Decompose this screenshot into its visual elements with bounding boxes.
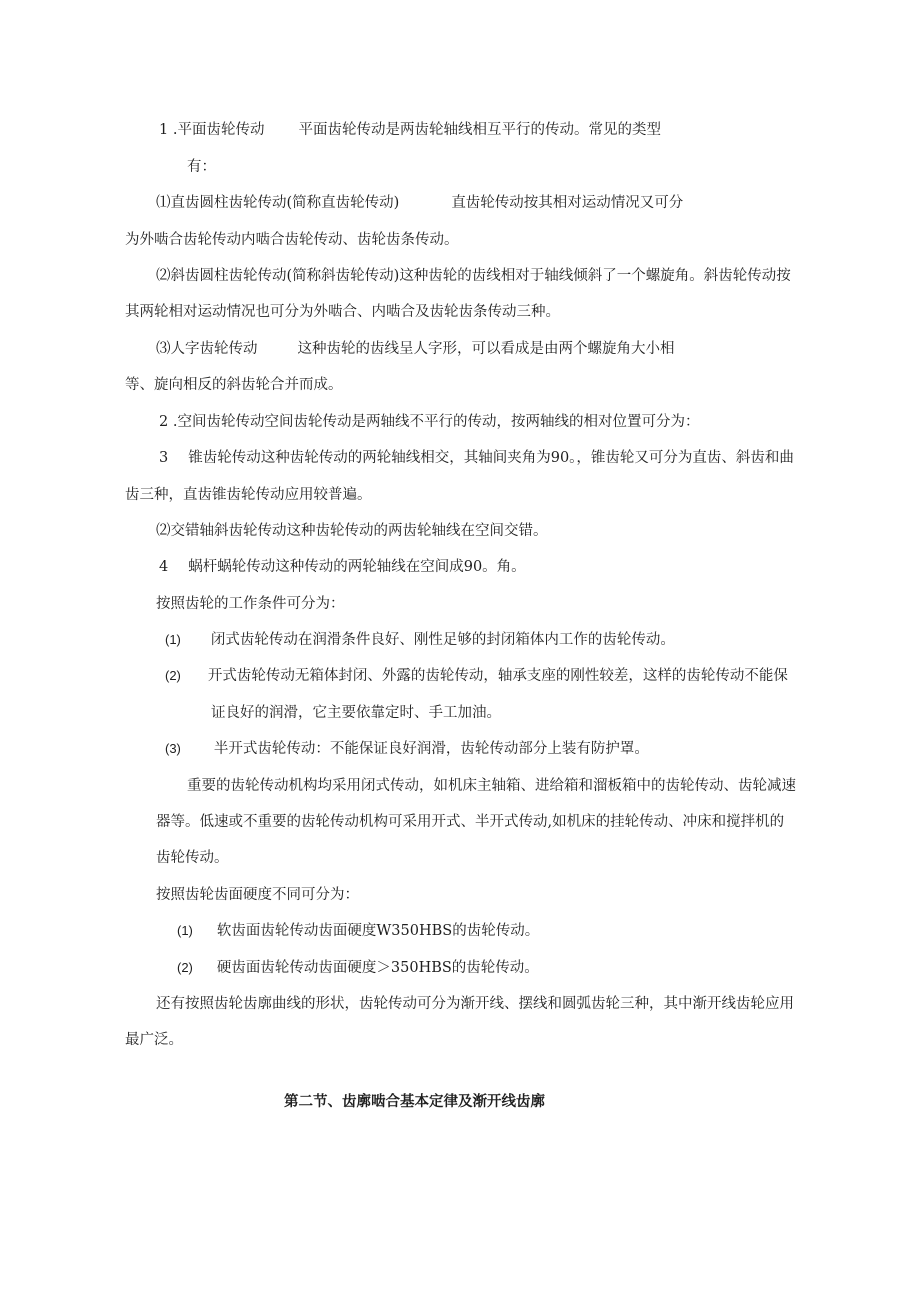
hardness-item-1-num: (1)	[177, 923, 193, 938]
herringbone-gear-label: ⑶人字齿轮传动	[156, 341, 258, 357]
hardness-item-1	[177, 921, 539, 941]
spatial-gear-line: 2 .空间齿轮传动空间齿轮传动是两轴线不平行的传动，按两轴线的相对位置可分为：	[159, 414, 700, 430]
working-item-1-text: 闭式齿轮传动在润滑条件良好、刚性足够的封闭箱体内工作的齿轮传动。	[210, 632, 675, 648]
herringbone-gear-text: 这种齿轮的齿线呈人字形，可以看成是由两个螺旋角大小相	[297, 341, 675, 357]
hardness-item-2-text: 硬齿面齿轮传动齿面硬度＞350HBS的齿轮传动。	[216, 960, 539, 976]
section-heading: 第二节、齿廓啮合基本定律及渐开线齿廓	[284, 1094, 545, 1110]
hardness-item-2-num: (2)	[177, 960, 193, 975]
herringbone-gear-text-cont: 等、旋向相反的斜齿轮合并而成。	[125, 377, 343, 393]
working-item-2-num: (2)	[165, 668, 181, 683]
working-item-3-num: (3)	[165, 741, 181, 756]
working-item-1-num: (1)	[165, 632, 181, 647]
plane-gear-label: 1 .平面齿轮传动	[159, 122, 265, 138]
worm-gear-num: 4	[159, 559, 169, 575]
spur-gear-text: 直齿轮传动按其相对运动情况又可分	[451, 195, 684, 211]
hardness-item-1-text: 软齿面齿轮传动齿面硬度W350HBS的齿轮传动。	[216, 923, 540, 939]
working-para-line2: 器等。低速或不重要的齿轮传动机构可采用开式、半开式传动,如机床的挂轮传动、冲床和搅拌机的	[156, 814, 785, 830]
working-item-2	[165, 666, 788, 686]
hardness-intro: 按照齿轮齿面硬度不同可分为：	[156, 887, 359, 903]
working-item-2-text: 开式齿轮传动无箱体封闭、外露的齿轮传动，轴承支座的刚性较差，这样的齿轮传动不能保	[207, 668, 788, 684]
bevel-gear-num: 3	[159, 450, 169, 466]
working-item-1	[165, 630, 675, 650]
working-para-line3: 齿轮传动。	[156, 850, 229, 866]
spur-gear-label: ⑴直齿圆柱齿轮传动(简称直齿轮传动)	[156, 195, 400, 211]
profile-line1: 还有按照齿轮齿廓曲线的形状，齿轮传动可分为渐开线、摆线和圆弧齿轮三种，其中渐开线齿轮应用	[156, 996, 794, 1012]
plane-gear-text-cont: 有：	[187, 159, 216, 175]
plane-gear-text: 平面齿轮传动是两齿轮轴线相互平行的传动。常见的类型	[298, 122, 661, 138]
helical-gear-line2: 其两轮相对运动情况也可分为外啮合、内啮合及齿轮齿条传动三种。	[125, 304, 560, 320]
crossed-gear-line: ⑵交错轴斜齿轮传动这种齿轮传动的两齿轮轴线在空间交错。	[156, 523, 548, 539]
worm-gear-line	[159, 557, 526, 577]
bevel-gear-line2: 齿三种，直齿锥齿轮传动应用较普遍。	[125, 487, 372, 503]
spur-gear-line	[156, 193, 683, 213]
plane-gear-line	[159, 120, 661, 140]
bevel-gear-line1	[159, 448, 794, 468]
worm-gear-text: 蜗杆蜗轮传动这种传动的两轮轴线在空间成90。角。	[188, 559, 526, 575]
working-para-line1: 重要的齿轮传动机构均采用闭式传动，如机床主轴箱、进给箱和溜板箱中的齿轮传动、齿轮减速	[187, 778, 796, 794]
bevel-gear-text: 锥齿轮传动这种齿轮传动的两轮轴线相交，其轴间夹角为90。，锥齿轮又可分为直齿、斜齿和曲	[188, 450, 794, 466]
working-item-3	[165, 739, 649, 759]
working-item-3-text: 半开式齿轮传动：不能保证良好润滑，齿轮传动部分上装有防护罩。	[213, 741, 649, 757]
spur-gear-text-cont: 为外啮合齿轮传动内啮合齿轮传动、齿轮齿条传动。	[125, 232, 459, 248]
working-intro: 按照齿轮的工作条件可分为：	[156, 596, 345, 612]
herringbone-gear-line	[156, 339, 675, 359]
helical-gear-line1: ⑵斜齿圆柱齿轮传动(简称斜齿轮传动)这种齿轮的齿线相对于轴线倾斜了一个螺旋角。斜齿轮传动按	[156, 268, 791, 284]
hardness-item-2	[177, 958, 539, 978]
working-item-2-text-cont: 证良好的润滑，它主要依靠定时、手工加油。	[211, 705, 501, 721]
profile-line2: 最广泛。	[125, 1032, 183, 1048]
